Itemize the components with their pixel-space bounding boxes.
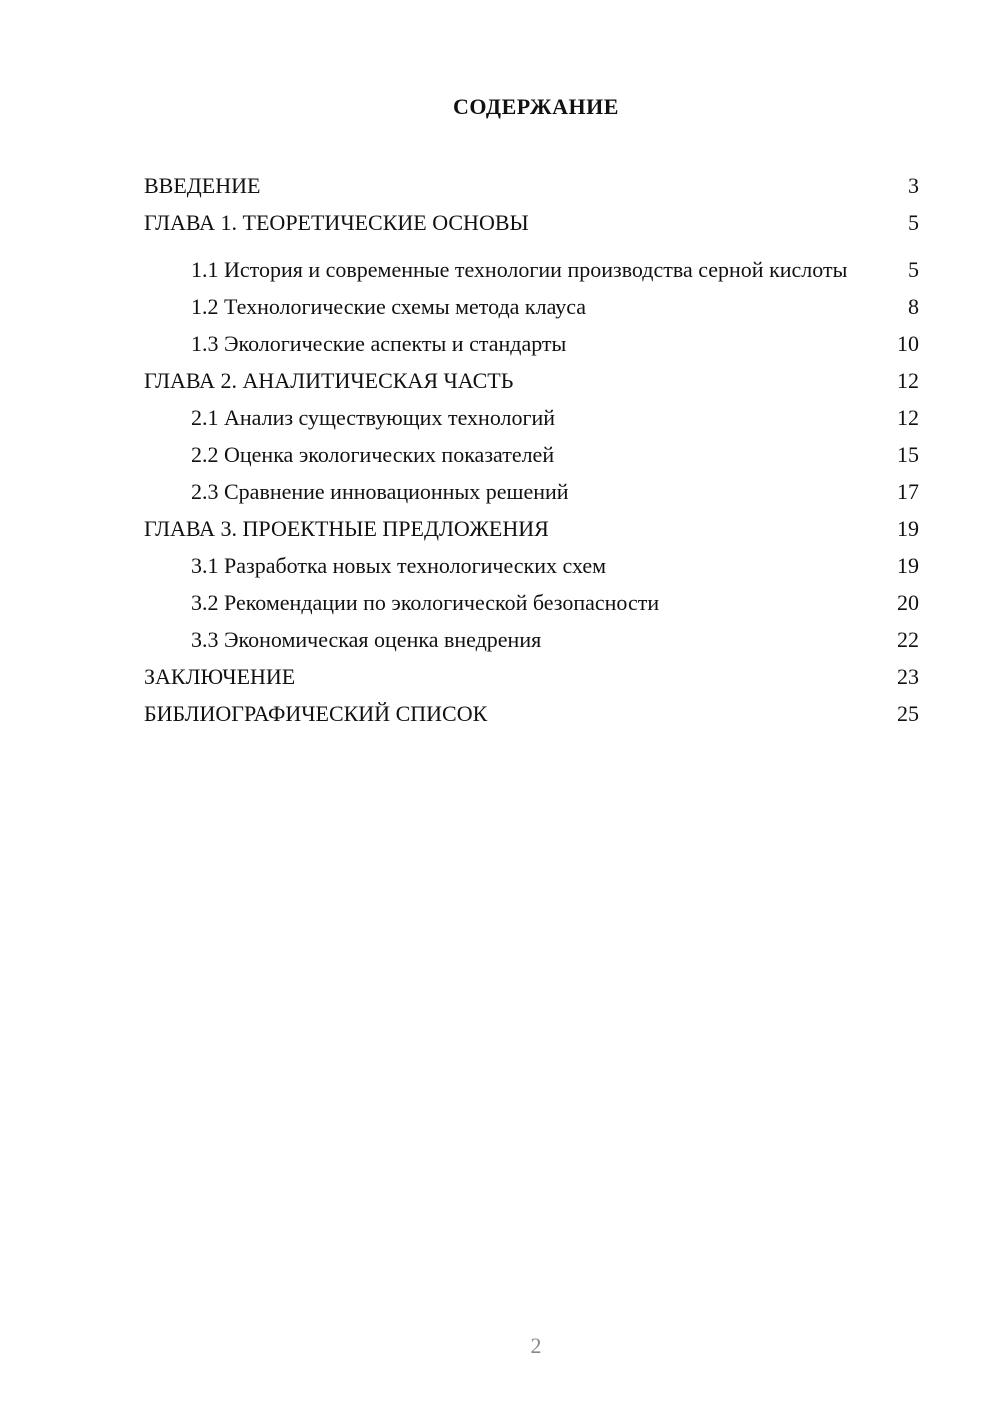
toc-entry-label: 1.3 Экологические аспекты и стандарты bbox=[191, 331, 567, 356]
toc-entry-page: 5 bbox=[908, 210, 919, 235]
toc-entry-bibliography[interactable] bbox=[144, 695, 919, 732]
toc-entry-page: 17 bbox=[897, 479, 919, 504]
toc-entry-page: 25 bbox=[897, 701, 919, 726]
toc-entry-section-2-1[interactable] bbox=[144, 399, 919, 436]
toc-entry-label: 3.1 Разработка новых технологических схем bbox=[191, 553, 607, 578]
toc-entry-page: 12 bbox=[897, 368, 919, 393]
toc-entry-page: 20 bbox=[897, 590, 919, 615]
toc-entry-label: 3.3 Экономическая оценка внедрения bbox=[191, 627, 542, 652]
toc-entry-label: ВВЕДЕНИЕ bbox=[144, 173, 261, 198]
toc-entry-label: ГЛАВА 1. ТЕОРЕТИЧЕСКИЕ ОСНОВЫ bbox=[144, 210, 529, 235]
toc-entry-section-2-3[interactable] bbox=[144, 473, 919, 510]
toc-entry-section-1-2[interactable] bbox=[144, 288, 919, 325]
toc-entry-page: 10 bbox=[897, 331, 919, 356]
page-title: СОДЕРЖАНИЕ bbox=[453, 94, 619, 119]
toc-entry-label: ЗАКЛЮЧЕНИЕ bbox=[144, 664, 296, 689]
toc-entry-label: 2.2 Оценка экологических показателей bbox=[191, 442, 555, 467]
toc-entry-conclusion[interactable] bbox=[144, 658, 919, 695]
toc-entry-chapter-1[interactable] bbox=[144, 204, 919, 241]
toc-entry-page: 5 bbox=[908, 257, 919, 282]
toc-entry-page: 8 bbox=[908, 294, 919, 319]
toc-entry-chapter-2[interactable] bbox=[144, 362, 919, 399]
toc-entry-section-3-3[interactable] bbox=[144, 621, 919, 658]
toc-entry-page: 22 bbox=[897, 627, 919, 652]
toc-entry-section-3-2[interactable] bbox=[144, 584, 919, 621]
toc-entry-label: 2.3 Сравнение инновационных решений bbox=[191, 479, 569, 504]
toc-entry-label: 1.2 Технологические схемы метода клауса bbox=[191, 294, 587, 319]
toc-entry-page: 12 bbox=[897, 405, 919, 430]
toc-entry-label: 1.1 История и современные технологии производства серной кислоты bbox=[191, 257, 848, 282]
toc-entry-section-3-1[interactable] bbox=[144, 547, 919, 584]
toc-entry-section-1-3[interactable] bbox=[144, 325, 919, 362]
toc-entry-introduction[interactable] bbox=[144, 167, 919, 204]
toc-entry-page: 15 bbox=[897, 442, 919, 467]
toc-entry-page: 19 bbox=[897, 553, 919, 578]
toc-entry-section-2-2[interactable] bbox=[144, 436, 919, 473]
toc-entry-label: 2.1 Анализ существующих технологий bbox=[191, 405, 556, 430]
table-of-contents bbox=[144, 167, 919, 732]
toc-entry-label: БИБЛИОГРАФИЧЕСКИЙ СПИСОК bbox=[144, 701, 488, 726]
toc-entry-page: 19 bbox=[897, 516, 919, 541]
page-number: 2 bbox=[530, 1333, 542, 1358]
toc-entry-chapter-3[interactable] bbox=[144, 510, 919, 547]
toc-entry-page: 3 bbox=[908, 173, 919, 198]
toc-entry-page: 23 bbox=[897, 664, 919, 689]
toc-entry-label: ГЛАВА 3. ПРОЕКТНЫЕ ПРЕДЛОЖЕНИЯ bbox=[144, 516, 549, 541]
toc-entry-label: 3.2 Рекомендации по экологической безопасности bbox=[191, 590, 660, 615]
toc-entry-section-1-1[interactable] bbox=[144, 241, 919, 288]
toc-entry-label: ГЛАВА 2. АНАЛИТИЧЕСКАЯ ЧАСТЬ bbox=[144, 368, 514, 393]
